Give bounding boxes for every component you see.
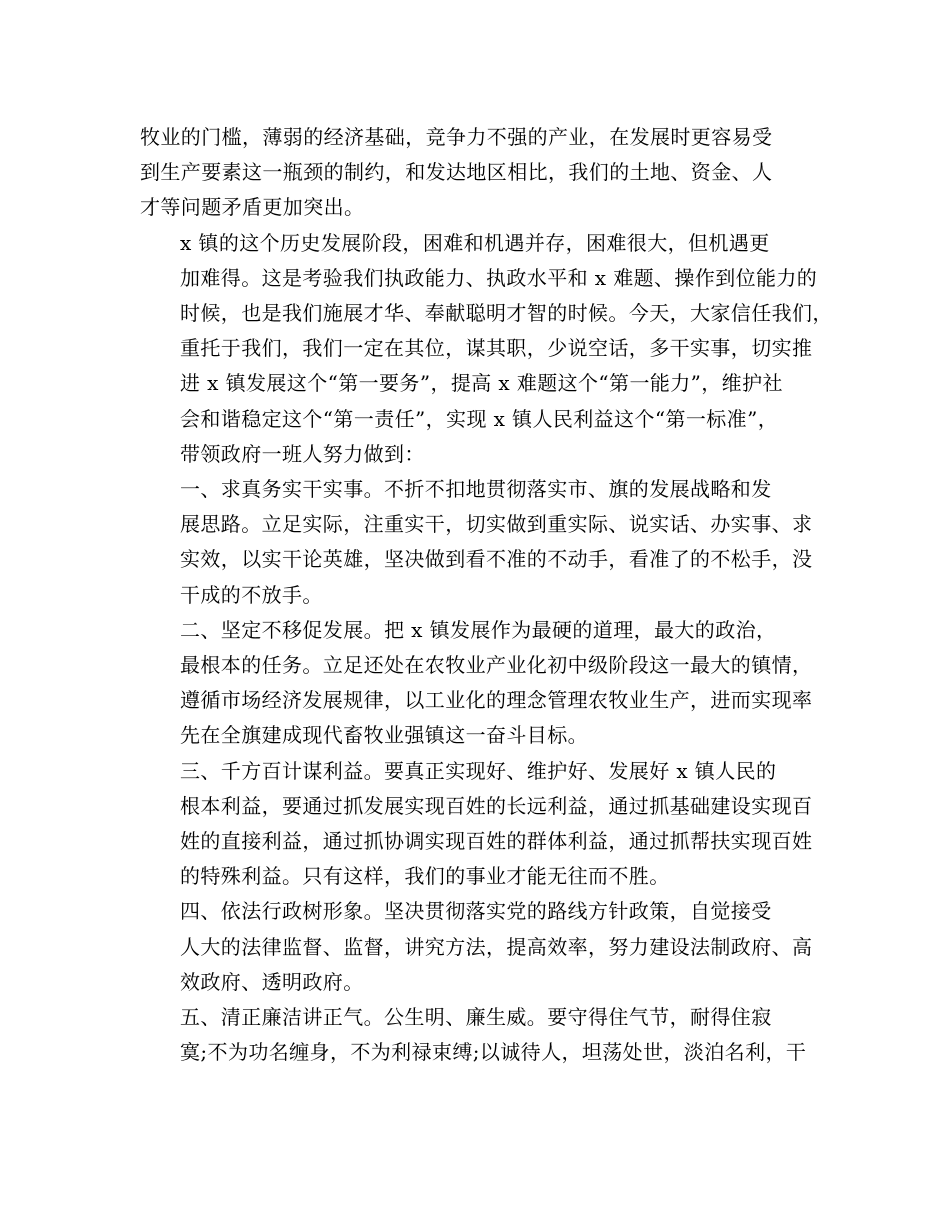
text-line: 会和谐稳定这个“第一责任”，实现 x 镇人民利益这个“第一标准”， (180, 406, 779, 431)
document-body (140, 120, 833, 1070)
text-line: 寞;不为功名缠身，不为利禄束缚;以诚待人，坦荡处世，淡泊名利，干 (180, 1040, 807, 1065)
text-line: 的特殊利益。只有这样，我们的事业才能无往而不胜。 (180, 864, 670, 889)
text-line: 带领政府一班人努力做到： (180, 441, 425, 466)
text-line: 牧业的门槛，薄弱的经济基础，竞争力不强的产业，在发展时更容易受 (140, 125, 773, 149)
paragraph (140, 472, 820, 613)
text-line: x 镇的这个历史发展阶段，困难和机遇并存，困难很大，但机遇更 (180, 230, 770, 255)
text-line: 进 x 镇发展这个“第一要务”，提高 x 难题这个“第一能力”，维护社 (180, 371, 783, 396)
paragraph (140, 894, 820, 1000)
text-line: 根本利益，要通过抓发展实现百姓的长远利益，通过抓基础建设实现百 (180, 793, 813, 818)
text-line: 加难得。这是考验我们执政能力、执政水平和 x 难题、操作到位能力的 (180, 265, 818, 290)
paragraph (140, 120, 820, 226)
text-line: 先在全旗建成现代畜牧业强镇这一奋斗目标。 (180, 723, 588, 748)
text-line: 到生产要素这一瓶颈的制约，和发达地区相比，我们的土地、资金、人 (140, 160, 773, 185)
text-line: 人大的法律监督、监督，讲究方法，提高效率，努力建设法制政府、高 (180, 934, 813, 959)
paragraph (140, 613, 820, 754)
paragraph (140, 754, 820, 895)
text-line: 展思路。立足实际，注重实干，切实做到重实际、说实话、办实事、求 (180, 512, 813, 537)
text-line: 才等问题矛盾更加突出。 (140, 195, 365, 220)
text-line: 四、依法行政树形象。坚决贯彻落实党的路线方针政策，自觉接受 (180, 899, 772, 924)
text-line: 五、清正廉洁讲正气。公生明、廉生威。要守得住气节，耐得住寂 (180, 1005, 772, 1030)
text-line: 一、求真务实干实事。不折不扣地贯彻落实市、旗的发展战略和发 (180, 477, 772, 502)
paragraph (140, 1000, 820, 1070)
text-line: 效政府、透明政府。 (180, 969, 364, 994)
paragraph (140, 226, 833, 472)
text-line: 姓的直接利益，通过抓协调实现百姓的群体利益，通过抓帮扶实现百姓 (180, 829, 813, 854)
text-line: 干成的不放手。 (180, 582, 323, 607)
text-line: 遵循市场经济发展规律，以工业化的理念管理农牧业生产，进而实现率 (180, 688, 813, 713)
text-line: 重托于我们，我们一定在其位，谋其职，少说空话，多干实事，切实推 (180, 336, 813, 361)
text-line: 二、坚定不移促发展。把 x 镇发展作为最硬的道理，最大的政治， (180, 617, 777, 642)
text-line: 三、千方百计谋利益。要真正实现好、维护好、发展好 x 镇人民的 (180, 758, 777, 783)
text-line: 时候，也是我们施展才华、奉献聪明才智的时候。今天，大家信任我们， (180, 301, 833, 326)
text-line: 实效，以实干论英雄，坚决做到看不准的不动手，看准了的不松手，没 (180, 547, 813, 572)
text-line: 最根本的任务。立足还处在农牧业产业化初中级阶段这一最大的镇情， (180, 653, 813, 678)
